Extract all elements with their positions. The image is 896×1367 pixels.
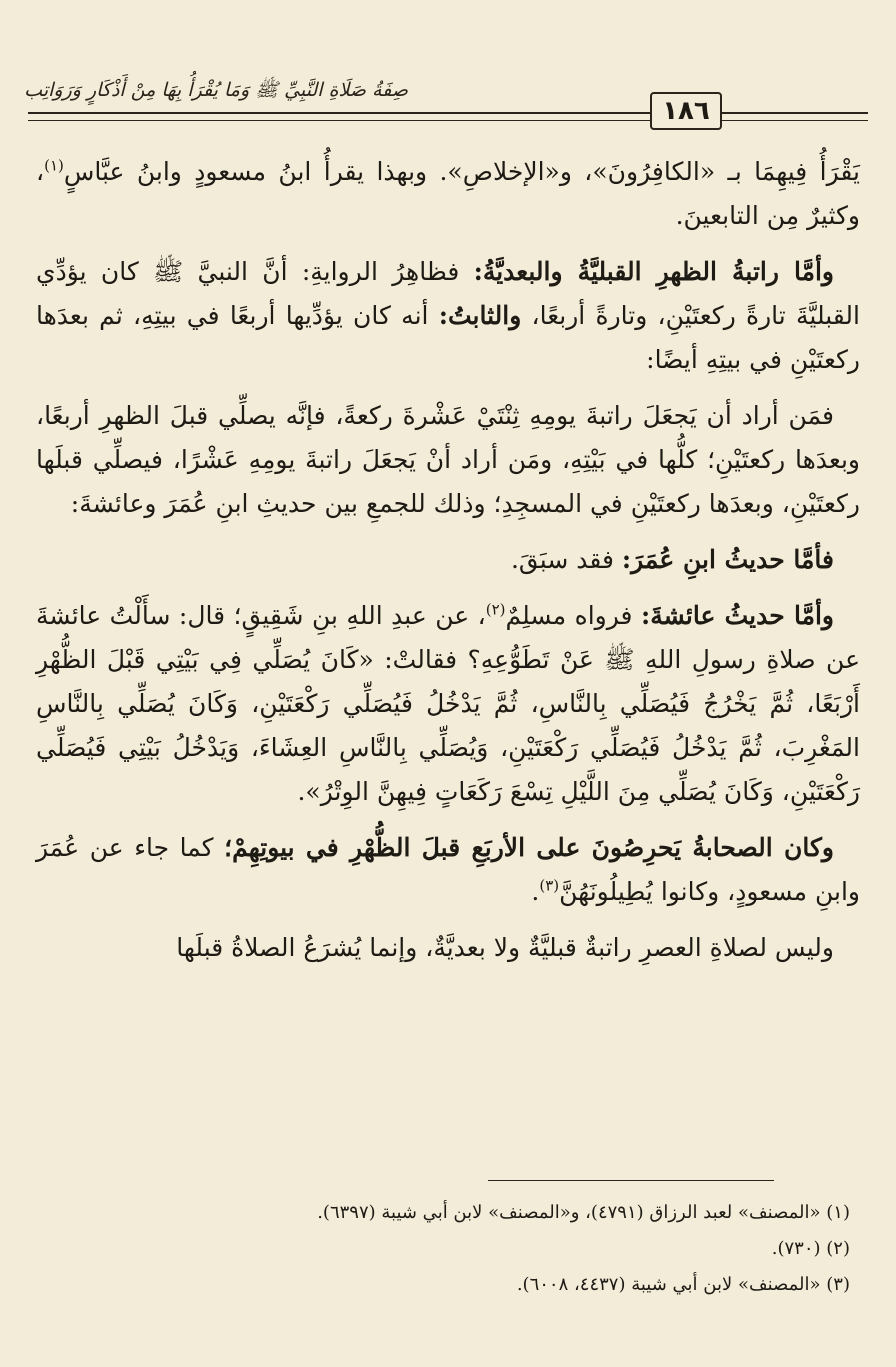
footnote-3: (٣) «المصنف» لابن أبي شيبة (٤٤٣٧، ٦٠٠٨). bbox=[516, 1274, 850, 1295]
p6-heading: وكان الصحابةُ يَحرِصُونَ على الأربَعِ قبلَ الظُّهْرِ في بيوتِهِمْ؛ bbox=[224, 833, 834, 862]
paragraph-5 bbox=[36, 594, 860, 814]
p4-heading: فأمَّا حديثُ ابنِ عُمَرَ: bbox=[621, 545, 834, 574]
p1-text-after: ، وكثيرٌ مِن التابعينَ. bbox=[36, 157, 860, 230]
p4-text: فقد سبَقَ. bbox=[510, 545, 622, 574]
paragraph-1 bbox=[36, 150, 860, 238]
page-number: ١٨٦ bbox=[650, 92, 722, 130]
footnote-1: (١) «المصنف» لعبد الرزاق (٤٧٩١)، و«المصنف» لابن أبي شيبة (٦٣٩٧). bbox=[317, 1202, 850, 1223]
p2-bold-mid: والثابتُ: bbox=[438, 301, 522, 330]
p6-text: كما جاء عن عُمَرَ وابنِ مسعودٍ، وكانوا يُطِيلُونَهُنَّ bbox=[36, 833, 860, 906]
p1-text: يَقْرَأُ فِيهِمَا بـ «الكافِرُونَ»، و«الإخلاصِ». وبهذا يقرأُ ابنُ مسعودٍ وابنُ عبَّاسٍ bbox=[63, 157, 860, 186]
paragraph-4 bbox=[36, 538, 860, 582]
footnote-ref-1: (١) bbox=[44, 156, 64, 175]
paragraph-6 bbox=[36, 826, 860, 914]
paragraph-3: فمَن أراد أن يَجعَلَ راتبةَ يومِهِ ثِنْتَيْ عَشْرةَ ركعةً، فإنَّه يصلِّي قبلَ الظهرِ أربعًا، وبعدَها ركعتَيْنِ؛ كلُّها في بَيْتِهِ، ومَن أراد أنْ يَجعَلَ راتبةَ يومِهِ عَشْرًا، فيصلِّي قبلَها ركعتَيْنِ، وبعدَها ركعتَيْنِ في المسجِدِ؛ وذلك للجمعِ بين حديثِ ابنِ عُمَرَ وعائشةَ: bbox=[36, 401, 860, 518]
main-text bbox=[36, 150, 860, 982]
footnote-rule bbox=[488, 1180, 774, 1181]
footnote-2: (٢) (٧٣٠). bbox=[771, 1238, 850, 1259]
footnotes bbox=[60, 1195, 850, 1303]
paragraph-7: وليس لصلاةِ العصرِ راتبةٌ قبليَّةٌ ولا بعديَّةٌ، وإنما يُشرَعُ الصلاةُ قبلَها bbox=[176, 933, 834, 962]
p2-text-mid: فظاهِرُ الروايةِ: أنَّ النبيَّ ﷺ كان يؤدِّي القبليَّةَ تارةً ركعتَيْنِ، وتارةً أربعًا، bbox=[36, 257, 860, 330]
p6-text-after: . bbox=[531, 877, 540, 906]
footnote-ref-2: (٢) bbox=[485, 600, 506, 619]
p2-text-end: أنه كان يؤدِّيها أربعًا في بيتِهِ، ثم بعدَها ركعتَيْنِ في بيتِهِ أيضًا: bbox=[36, 301, 860, 374]
paragraph-2 bbox=[36, 250, 860, 382]
p2-heading: وأمَّا راتبةُ الظهرِ القبليَّةُ والبعديَّةُ: bbox=[473, 257, 834, 286]
running-header-title: صِفَةُ صَلَاةِ النَّبِيِّ ﷺ وَمَا يُقْرَأُ بِهَا مِنْ أَذْكَارٍ وَرَوَاتِب bbox=[24, 79, 408, 101]
footnote-ref-3: (٣) bbox=[539, 876, 560, 895]
p5-text-b: ، عن عبدِ اللهِ بنِ شَقِيقٍ؛ قال: سأَلْتُ عائشةَ عن صلاةِ رسولِ اللهِ ﷺ عَنْ تَطَوُّعِهِ؟ فقالتْ: «كَانَ يُصَلِّي فِي بَيْتِي قَبْلَ الظُّهْرِ أَرْبَعًا، ثُمَّ يَخْرُجُ فَيُصَلِّي بِالنَّاسِ، ثُمَّ يَدْخُلُ فَيُصَلِّي رَكْعَتَيْنِ، وَكَانَ يُصَلِّي بِالنَّاسِ المَغْرِبَ، ثُمَّ يَدْخُلُ فَيُصَلِّي رَكْعَتَيْنِ، وَيُصَلِّي بِالنَّاسِ العِشَاءَ، وَيَدْخُلُ بَيْتِي فَيُصَلِّي رَكْعَتَيْنِ، وَكَانَ يُصَلِّي مِنَ اللَّيْلِ تِسْعَ رَكَعَاتٍ فِيهِنَّ الوِتْرُ». bbox=[36, 601, 860, 806]
p5-text-a: فرواه مسلِمٌ bbox=[505, 601, 641, 630]
p5-heading: وأمَّا حديثُ عائشةَ: bbox=[640, 601, 834, 630]
header-rule bbox=[28, 112, 868, 121]
